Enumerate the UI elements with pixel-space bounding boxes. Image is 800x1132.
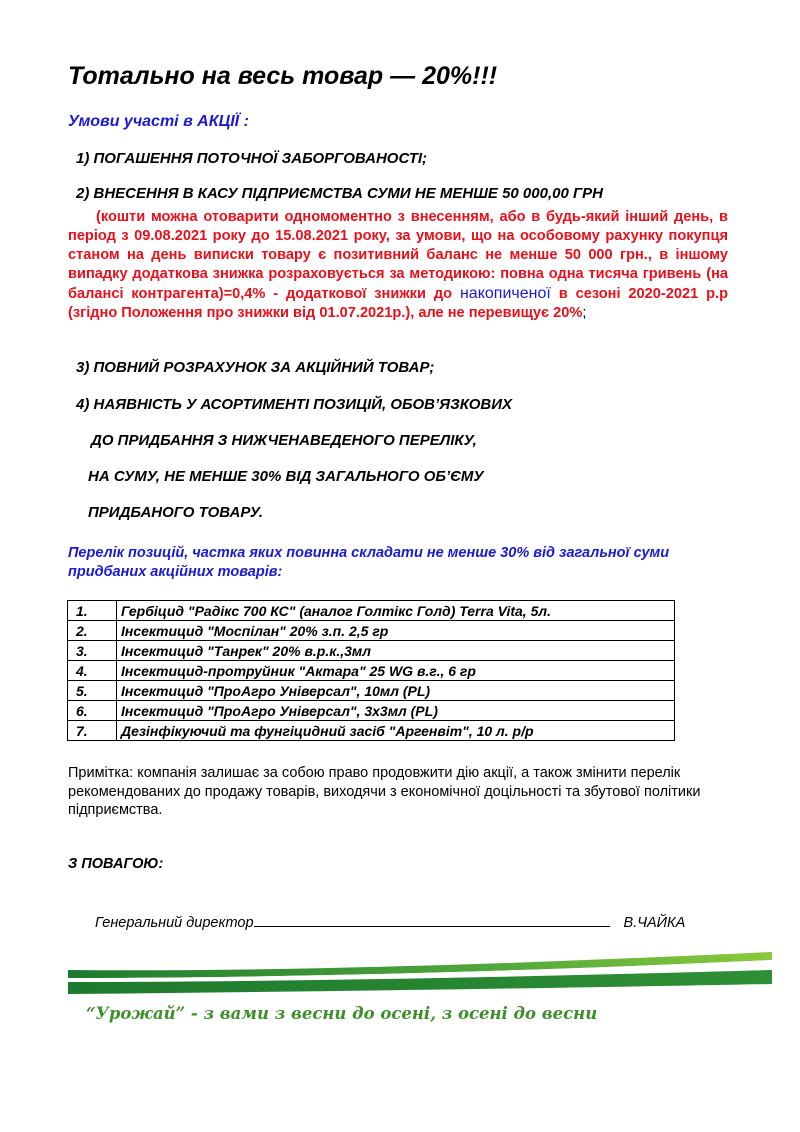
product-name: Інсектицид "Танрек" 20% в.р.к.,3мл [117,641,675,661]
product-number: 1. [68,601,117,621]
product-number: 2. [68,621,117,641]
product-name: Інсектицид-протруйник "Актара" 25 WG в.г., 6 гр [117,661,675,681]
table-row [68,681,675,701]
condition-4-line-3: НА СУМУ, НЕ МЕНШЕ 30% ВІД ЗАГАЛЬНОГО ОБ’ЄМУ [88,468,484,485]
company-slogan: “Урожай” - з вами з весни до осені, з осені до весни [86,1004,598,1023]
product-number: 7. [68,721,117,741]
condition-2-details [68,208,728,323]
condition-4-line-2: ДО ПРИДБАННЯ З НИЖЧЕНАВЕДЕНОГО ПЕРЕЛІКУ, [91,432,477,449]
condition-4-line-4: ПРИДБАНОГО ТОВАРУ. [88,504,263,521]
product-number: 5. [68,681,117,701]
condition-2-highlight: накопиченої [459,285,551,302]
condition-3: 3) ПОВНИЙ РОЗРАХУНОК ЗА АКЦІЙНИЙ ТОВАР; [76,359,435,376]
product-number: 4. [68,661,117,681]
product-table [67,600,675,741]
regards-text: З ПОВАГОЮ: [68,856,164,872]
table-row [68,701,675,721]
product-number: 3. [68,641,117,661]
signature-name: В.ЧАЙКА [623,915,686,931]
signature-position: Генеральний директор [95,915,254,931]
product-name: Дезінфікуючий та фунгіцидний засіб "Аргенвіт", 10 л. р/р [117,721,675,741]
table-row [68,641,675,661]
condition-2-end: ; [582,305,587,321]
conditions-heading: Умови участі в АКЦІЇ : [68,113,249,130]
condition-1: 1) ПОГАШЕННЯ ПОТОЧНОЇ ЗАБОРГОВАНОСТІ; [76,150,428,167]
table-row [68,661,675,681]
product-name: Інсектицид "ПроАгро Універсал", 3х3мл (PL) [117,701,675,721]
footer-wave-graphic [0,948,800,1038]
table-row [68,721,675,741]
product-name: Гербіцид "Радікс 700 КС" (аналог Голтікс Голд) Terra Vita, 5л. [117,601,675,621]
product-number: 6. [68,701,117,721]
signature-line [254,914,610,927]
condition-4-line-1: 4) НАЯВНІСТЬ У АСОРТИМЕНТІ ПОЗИЦІЙ, ОБОВ’ЯЗКОВИХ [76,396,513,413]
page-title: Тотально на весь товар — 20%!!! [68,62,498,90]
product-list-intro: Перелік позицій, частка яких повинна складати не менше 30% від загальної суми придбаних акційних товарів: [68,545,670,580]
condition-2: 2) ВНЕСЕННЯ В КАСУ ПІДПРИЄМСТВА СУМИ НЕ МЕНШЕ 50 000,00 ГРН [76,185,604,202]
product-name: Інсектицид "ПроАгро Універсал", 10мл (PL) [117,681,675,701]
signature-block [95,914,685,931]
product-name: Інсектицид "Моспілан" 20% з.п. 2,5 гр [117,621,675,641]
note-text: Примітка: компанія залишає за собою право продовжити дію акції, а також змінити перелік рекомендованих до продажу товарів, виходячи з економічної доцільності та збутової політики підприємства. [68,765,701,818]
table-row [68,621,675,641]
condition-2-details-text-2: в сезоні 2020-2021 р.р (згідно Положення про знижки від 01.07.2021р.), але не перевищує 20% [68,286,728,321]
table-row [68,601,675,621]
condition-2-details-text: (кошти можна отоварити одномоментно з внесенням, або в будь-який інший день, в період з 09.08.2021 року до 15.08.2021 року, за умови, що на особовому рахунку покупця станом на день виписки товару є позитивний баланс не менше 50 000 грн., в іншому випадку додаткова знижка розраховується за методикою: повна одна тисяча гривень (на балансі контрагента)=0,4% - додаткової знижки до [68,209,728,302]
